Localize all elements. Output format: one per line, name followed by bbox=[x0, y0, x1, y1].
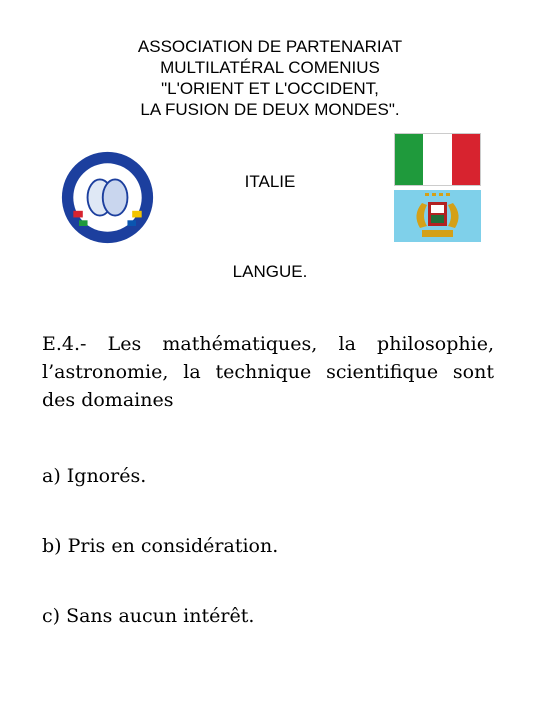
title-line-2: MULTILATÉRAL COMENIUS bbox=[160, 58, 380, 77]
title-line-1: ASSOCIATION DE PARTENARIAT bbox=[137, 37, 403, 56]
title-line-4: LA FUSION DE DEUX MONDES". bbox=[140, 100, 400, 119]
comenius-logo bbox=[60, 150, 155, 245]
section-heading: LANGUE. bbox=[232, 262, 308, 281]
title-line-3: "L'ORIENT ET L'OCCIDENT, bbox=[161, 79, 379, 98]
answer-option-b: b) Pris en considération. bbox=[42, 535, 279, 557]
country-label: ITALIE bbox=[244, 172, 296, 191]
question-text: E.4.- Les mathématiques, la philosophie, l’astronomie, la technique scientifique sont des domaines bbox=[42, 333, 494, 411]
answer-option-c: c) Sans aucun intérêt. bbox=[42, 605, 255, 627]
italy-flag bbox=[394, 133, 481, 186]
association-title bbox=[0, 36, 540, 120]
answer-option-a: a) Ignorés. bbox=[42, 465, 147, 487]
lazio-region-flag bbox=[394, 190, 481, 242]
